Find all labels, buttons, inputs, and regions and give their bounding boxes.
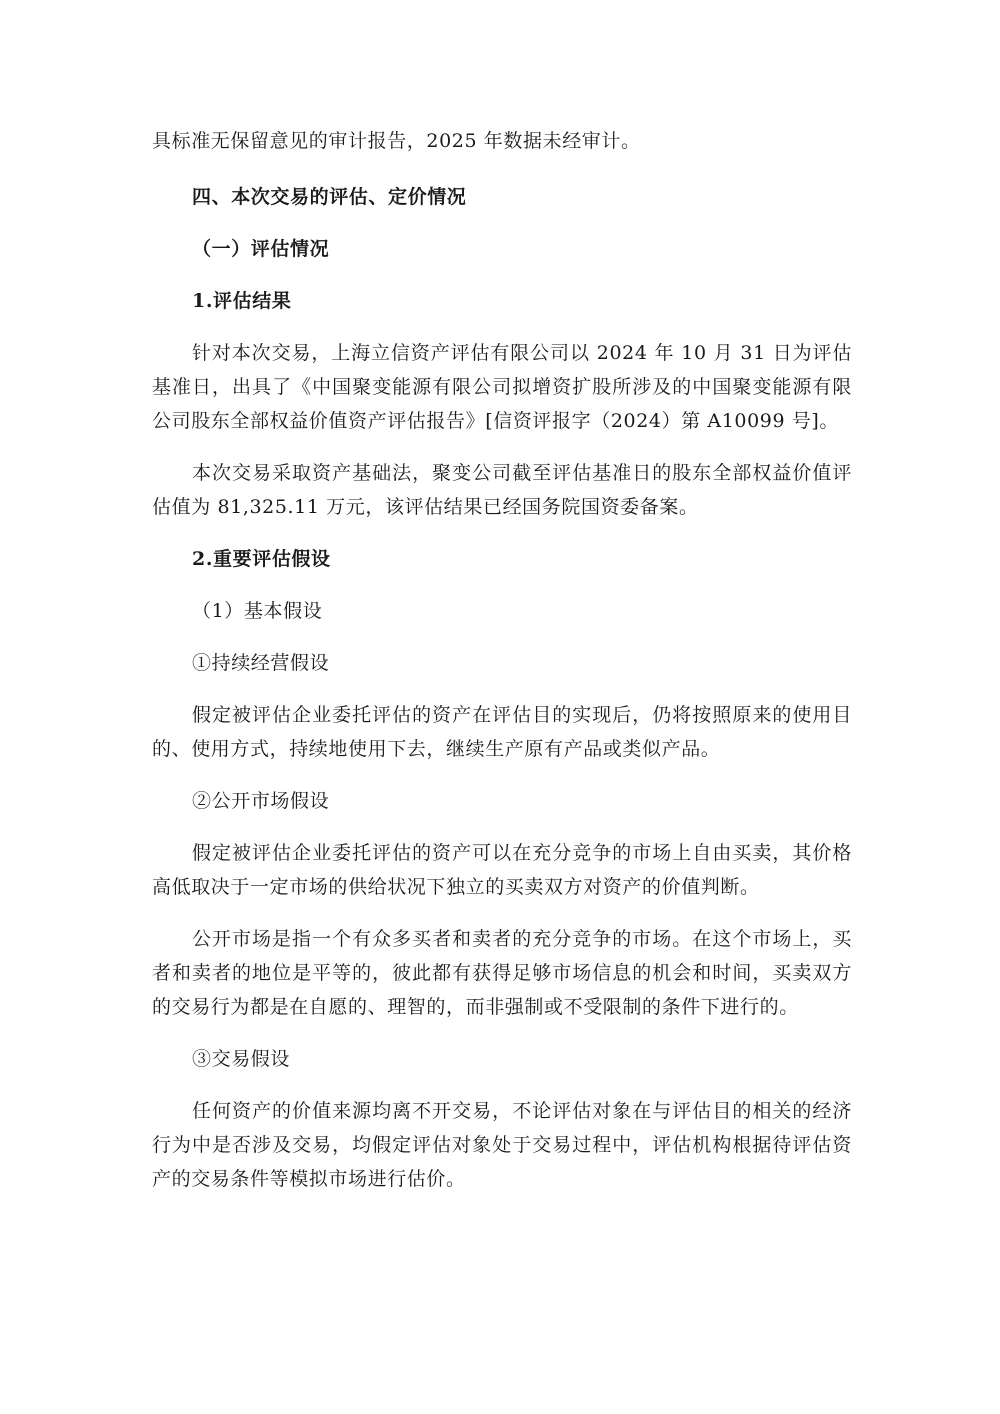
open-market-paragraph-2: 公开市场是指一个有众多买者和卖者的充分竞争的市场。在这个市场上，买者和卖者的地位是平等的，彼此都有获得足够市场信息的机会和时间，买卖双方的交易行为都是在自愿的、理智的，而非强制或不受限制的条件下进行的。 [152, 928, 852, 1018]
item1-heading: 1.评估结果 [192, 290, 292, 312]
open-market-paragraph-1: 假定被评估企业委托评估的资产可以在充分竞争的市场上自由买卖，其价格高低取决于一定市场的供给状况下独立的买卖双方对资产的价值判断。 [152, 842, 852, 898]
section-heading: 四、本次交易的评估、定价情况 [192, 186, 467, 208]
subsection-heading: （一）评估情况 [192, 238, 330, 260]
basic-assumption-heading: （1）基本假设 [192, 600, 323, 622]
continued-text: 具标准无保留意见的审计报告，2025 年数据未经审计。 [152, 130, 641, 152]
item2-heading: 2.重要评估假设 [192, 548, 331, 570]
transaction-paragraph: 任何资产的价值来源均离不开交易，不论评估对象在与评估目的相关的经济行为中是否涉及交易，均假定评估对象处于交易过程中，评估机构根据待评估资产的交易条件等模拟市场进行估价。 [152, 1100, 852, 1190]
result-paragraph-2: 本次交易采取资产基础法，聚变公司截至评估基准日的股东全部权益价值评估值为 81,325.11 万元，该评估结果已经国务院国资委备案。 [152, 462, 852, 518]
document-body [152, 124, 852, 1214]
result-paragraph-1: 针对本次交易，上海立信资产评估有限公司以 2024 年 10 月 31 日为评估基准日，出具了《中国聚变能源有限公司拟增资扩股所涉及的中国聚变能源有限公司股东全部权益价值资产评估报告》[信资评报字（2024）第 A10099 号]。 [152, 342, 852, 432]
going-concern-title: ①持续经营假设 [192, 652, 330, 674]
transaction-title: ③交易假设 [192, 1048, 291, 1070]
going-concern-paragraph: 假定被评估企业委托评估的资产在评估目的实现后，仍将按照原来的使用目的、使用方式，持续地使用下去，继续生产原有产品或类似产品。 [152, 704, 852, 760]
open-market-title: ②公开市场假设 [192, 790, 330, 812]
